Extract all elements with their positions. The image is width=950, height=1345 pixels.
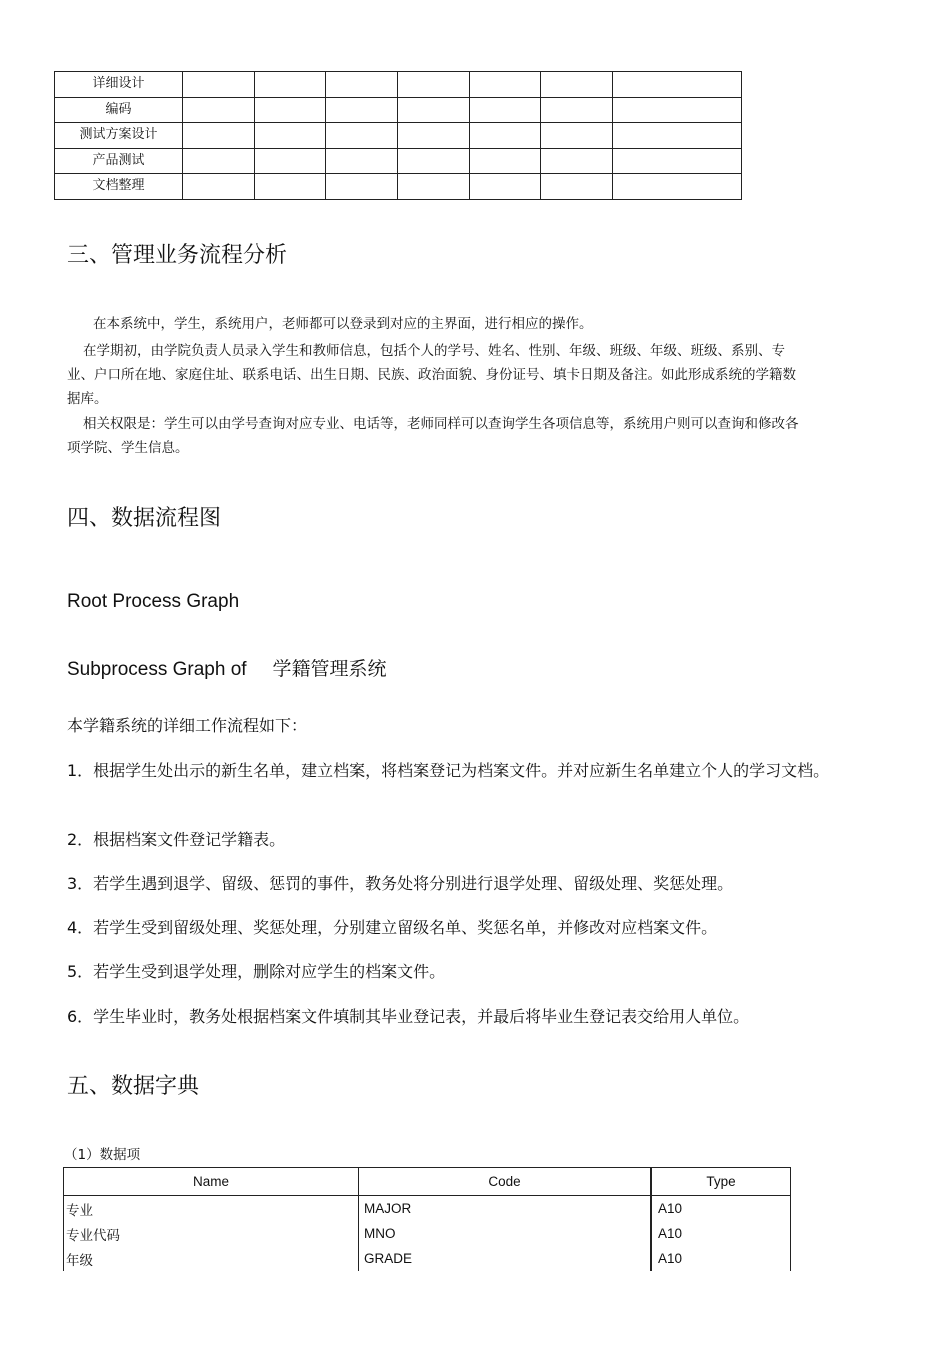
cell-name: 年级 [64,1246,359,1271]
paragraph: 相关权限是：学生可以由学号查询对应专业、电话等，老师同样可以查询学生各项信息等，系统用户则可以查询和修改各项学院、学生信息。 [67,416,799,456]
table-row [55,97,742,123]
workflow-step: 5．若学生受到退学处理，删除对应学生的档案文件。 [67,962,446,981]
table-row [64,1196,791,1222]
cell-code: MNO [359,1221,652,1246]
workflow-step: 6．学生毕业时，教务处根据档案文件填制其毕业登记表，并最后将毕业生登记表交给用人单位。 [67,1007,750,1026]
section-heading-process-analysis: 三、管理业务流程分析 [67,243,288,268]
workflow-intro: 本学籍系统的详细工作流程如下： [67,716,308,735]
table-row [64,1246,791,1271]
workflow-step: 4．若学生受到留级处理、奖惩处理，分别建立留级名单、奖惩名单，并修改对应档案文件。 [67,918,718,937]
data-items-subheading: （1）数据项 [64,1147,141,1163]
column-header-type: Type [651,1168,791,1196]
root-process-graph-title: Root Process Graph [67,591,240,612]
task-cell: 文档整理 [55,174,183,200]
task-cell: 详细设计 [55,72,183,98]
data-items-table [63,1167,791,1271]
subprocess-name: 学籍管理系统 [272,659,387,680]
workflow-step: 3．若学生遇到退学、留级、惩罚的事件，教务处将分别进行退学处理、留级处理、奖惩处理。 [67,874,734,893]
cell-type: A10 [651,1221,791,1246]
cell-code: GRADE [359,1246,652,1271]
table-header-row [64,1168,791,1196]
paragraph: 在学期初，由学院负责人员录入学生和教师信息，包括个人的学号、姓名、性别、年级、班级、年级、班级、系别、专业、户口所在地、家庭住址、联系电话、出生日期、民族、政治面貌、身份证号、填卡日期及备注。如此形成系统的学籍数据库。 [67,343,796,407]
cell-type: A10 [651,1196,791,1222]
table-row [55,148,742,174]
task-cell: 测试方案设计 [55,123,183,149]
cell-type: A10 [651,1246,791,1271]
subprocess-prefix: Subprocess Graph of [67,659,247,680]
task-cell: 编码 [55,97,183,123]
workflow-step: 1．根据学生处出示的新生名单，建立档案，将档案登记为档案文件。并对应新生名单建立个人的学习文档。 [67,761,830,780]
table-row [55,72,742,98]
workflow-step: 2．根据档案文件登记学籍表。 [67,830,286,849]
table-row [64,1221,791,1246]
cell-name: 专业代码 [64,1221,359,1246]
cell-name: 专业 [64,1196,359,1222]
cell-code: MAJOR [359,1196,652,1222]
schedule-table [54,71,742,200]
table-row [55,174,742,200]
column-header-code: Code [359,1168,652,1196]
section-heading-data-flow: 四、数据流程图 [67,506,222,531]
task-cell: 产品测试 [55,148,183,174]
subprocess-graph-title [67,657,387,683]
section-heading-data-dictionary: 五、数据字典 [67,1074,200,1099]
column-header-name: Name [64,1168,359,1196]
paragraph: 在本系统中，学生，系统用户，老师都可以登录到对应的主界面，进行相应的操作。 [93,316,593,332]
table-row [55,123,742,149]
